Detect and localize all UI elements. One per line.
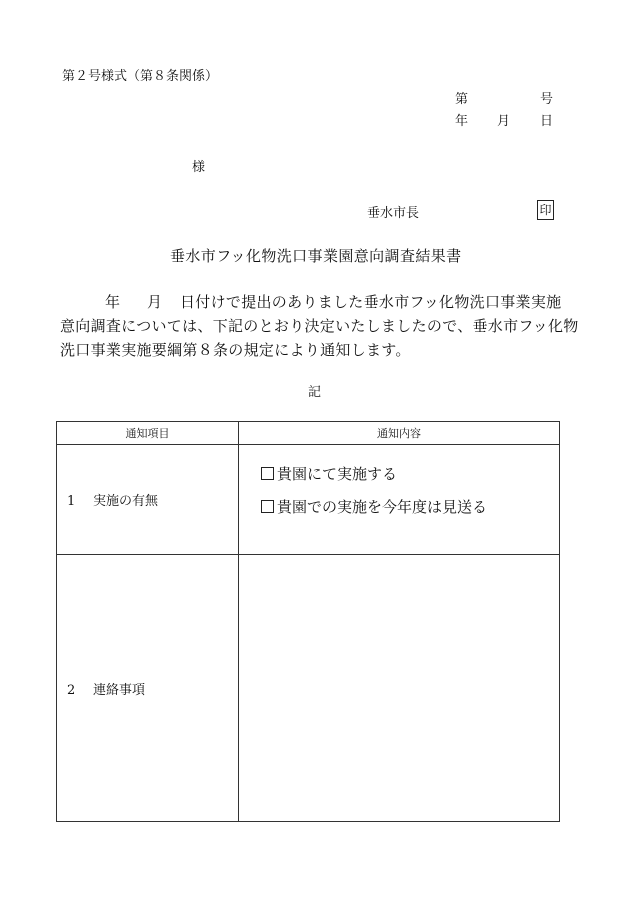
table-row xyxy=(57,555,560,822)
row-item-label xyxy=(57,555,239,822)
header-content: 通知内容 xyxy=(239,422,560,445)
checkbox-icon[interactable] xyxy=(261,500,274,513)
number-suffix: 号 xyxy=(540,92,554,107)
sender-name: 垂水市長 xyxy=(367,206,420,221)
row-label: 連絡事項 xyxy=(93,682,146,698)
body-line-3: 洗口事業実施要綱第８条の規定により通知します。 xyxy=(60,341,411,359)
body-line-1: 日付けで提出のありました垂水市フッ化物洗口事業実施 xyxy=(180,293,562,311)
form-label: 第２号様式（第８条関係） xyxy=(62,69,219,84)
checkbox-icon[interactable] xyxy=(261,467,274,480)
seal-stamp: 印 xyxy=(537,200,554,220)
option-label: 貴園にて実施する xyxy=(277,465,398,483)
row-number: 2 xyxy=(67,682,76,698)
body-year: 年 xyxy=(105,293,121,311)
notice-table xyxy=(56,421,560,822)
body-month: 月 xyxy=(147,293,163,311)
number-prefix: 第 xyxy=(455,92,469,107)
header-item: 通知項目 xyxy=(57,422,239,445)
option-postpone[interactable] xyxy=(261,496,559,518)
ki-heading: 記 xyxy=(308,385,322,400)
contact-matters-field[interactable] xyxy=(239,555,560,822)
row-item-label xyxy=(57,445,239,555)
option-implement[interactable] xyxy=(261,463,559,485)
document-title: 垂水市フッ化物洗口事業園意向調査結果書 xyxy=(170,247,462,265)
option-label: 貴園での実施を今年度は見送る xyxy=(277,498,488,516)
addressee-suffix: 様 xyxy=(192,160,206,175)
date-day: 日 xyxy=(540,114,554,129)
options-cell xyxy=(239,445,560,555)
body-line-2: 意向調査については、下記のとおり決定いたしましたので、垂水市フッ化物 xyxy=(60,317,579,335)
date-month: 月 xyxy=(497,114,511,129)
date-year: 年 xyxy=(455,114,469,129)
table-header-row xyxy=(57,422,560,445)
row-label: 実施の有無 xyxy=(93,494,159,509)
row-number: 1 xyxy=(67,494,76,509)
table-row xyxy=(57,445,560,555)
